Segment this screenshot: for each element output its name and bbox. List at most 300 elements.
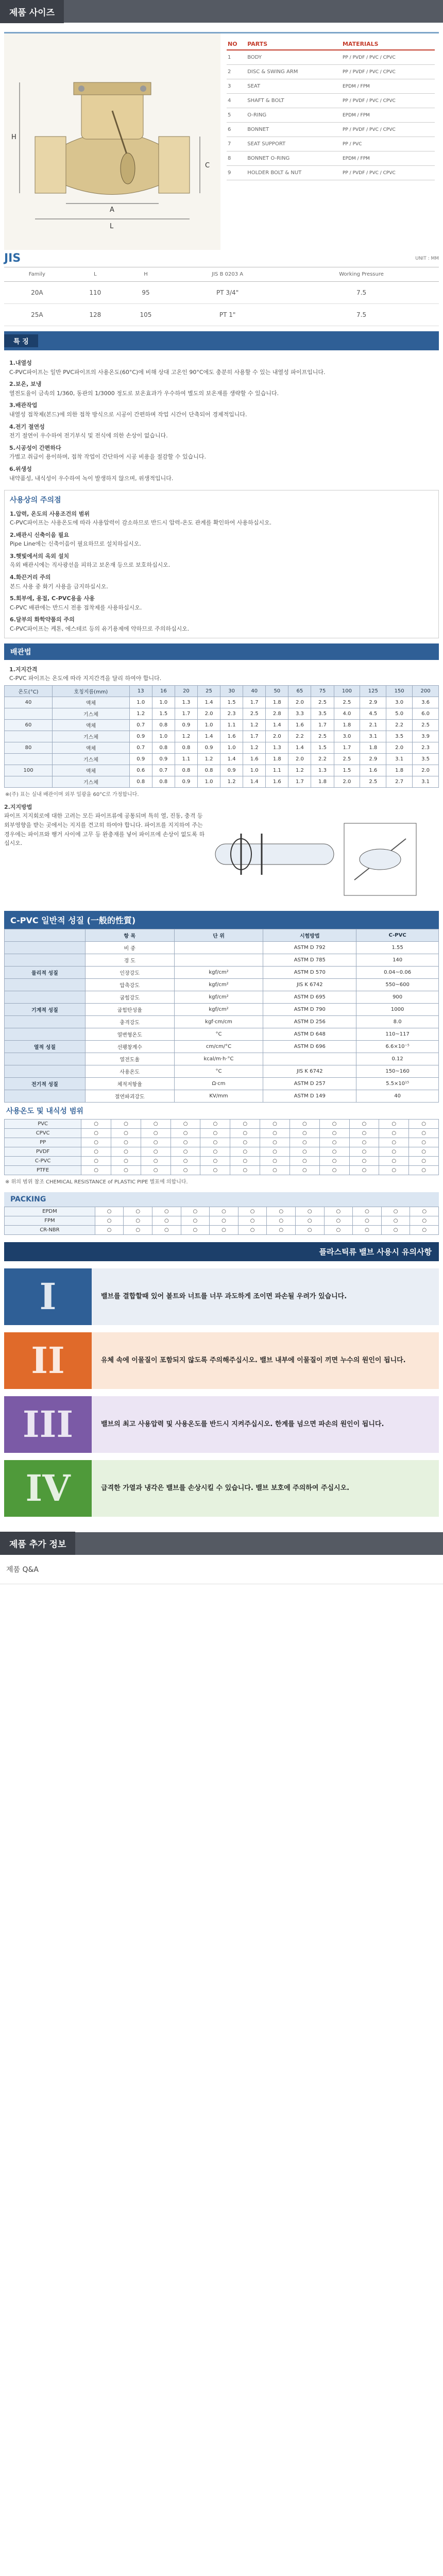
support-text: 파이프 지지회로에 대한 고려는 모든 파이프류에 공통되며 특히 열, 진동, 충격 등 외부영향을 받는 곳에서는 지지를 견고히 하여야 합니다. 파이프를 지지하여 주는 경우에는 파이프와 행거 사이에 고무 등 완충재를 넣어 파이프에 손상이 없도록 하십시오. xyxy=(4,812,205,847)
table-header-cell: 20 xyxy=(175,685,197,697)
table-cell: 0.6 xyxy=(129,765,152,776)
table-cell: ○ xyxy=(409,1165,439,1175)
table-cell: ASTM D 570 xyxy=(263,966,356,978)
table-cell: ○ xyxy=(200,1147,230,1156)
table-cell: 1.0 xyxy=(129,697,152,708)
table-cell: 액체 xyxy=(53,697,130,708)
table-header-cell: 40 xyxy=(243,685,266,697)
table-cell: ○ xyxy=(379,1156,409,1165)
table-cell: ○ xyxy=(171,1119,200,1128)
table-row xyxy=(5,1040,439,1053)
table-row xyxy=(5,1225,439,1234)
table-cell: ○ xyxy=(141,1156,171,1165)
warning-item: II 유체 속에 이물질이 포함되지 않도록 주의해주십시오. 밸브 내부에 이물질이 끼면 누수의 원인이 됩니다. xyxy=(4,1332,439,1389)
table-cell: ○ xyxy=(238,1225,267,1234)
table-cell: 1.7 xyxy=(334,742,360,753)
table-cell: 110~117 xyxy=(356,1028,439,1040)
table-header-cell: 75 xyxy=(311,685,334,697)
table-cell: 1.1 xyxy=(175,753,197,765)
table-cell: ○ xyxy=(295,1225,324,1234)
piping-section xyxy=(4,643,439,906)
table-cell: ○ xyxy=(210,1207,238,1216)
list-item: 3.배관작업 내열성 접착제(본드)에 의한 접착 방식으로 시공이 간편하며 작업 시간이 단축되어 경제적입니다. xyxy=(9,402,247,418)
table-cell: ○ xyxy=(319,1128,349,1138)
table-cell: 2.5 xyxy=(334,753,360,765)
table-cell xyxy=(5,776,53,787)
table-row xyxy=(5,1003,439,1015)
table-cell: ○ xyxy=(381,1216,410,1225)
table-cell xyxy=(5,1090,86,1102)
table-row xyxy=(5,1165,439,1175)
table-cell: Ω·cm xyxy=(174,1077,263,1090)
table-cell: 3.9 xyxy=(413,731,439,742)
table-cell: ○ xyxy=(324,1207,353,1216)
table-cell: 2.5 xyxy=(311,731,334,742)
parts-rows xyxy=(227,50,435,180)
table-cell: ○ xyxy=(141,1165,171,1175)
table-cell: ○ xyxy=(141,1147,171,1156)
table-cell: 8.0 xyxy=(356,1015,439,1028)
table-cell: 1.6 xyxy=(360,765,386,776)
table-cell: JIS K 6742 xyxy=(263,978,356,991)
table-cell: ○ xyxy=(319,1138,349,1147)
table-row xyxy=(5,1077,439,1090)
table-cell: ○ xyxy=(381,1225,410,1234)
table-cell: ○ xyxy=(81,1147,111,1156)
table-cell: ○ xyxy=(289,1165,319,1175)
table-cell: 1.7 xyxy=(175,708,197,719)
support-interval-rows xyxy=(5,697,439,787)
table-cell: 3.0 xyxy=(386,697,413,708)
table-cell: ○ xyxy=(171,1147,200,1156)
table-cell: 1.5 xyxy=(311,742,334,753)
table-header-row: 항 목 단 위 시험방법 C-PVC xyxy=(5,929,439,941)
table-cell: 1.0 xyxy=(152,731,175,742)
table-cell: ○ xyxy=(124,1207,152,1216)
table-cell: ○ xyxy=(111,1165,141,1175)
support-interval-table xyxy=(4,685,439,788)
table-row xyxy=(5,1156,439,1165)
table-header-cell: 150 xyxy=(386,685,413,697)
table-cell xyxy=(5,1053,86,1065)
dim-a-label: A xyxy=(110,206,114,214)
table-cell: ○ xyxy=(260,1156,290,1165)
table-cell: 열전도율 xyxy=(85,1053,174,1065)
table-cell: 1.0 xyxy=(243,765,266,776)
table-row xyxy=(5,708,439,719)
extra-info-title: 제품 추가 정보 xyxy=(0,1532,75,1555)
table-cell: 4.5 xyxy=(360,708,386,719)
table-cell: 3.5 xyxy=(386,731,413,742)
table-cell: 2.1 xyxy=(360,719,386,731)
table-cell: °C xyxy=(174,1028,263,1040)
table-row xyxy=(5,978,439,991)
table-cell: ○ xyxy=(124,1225,152,1234)
table-cell: ASTM D 792 xyxy=(263,941,356,954)
table-cell: 1.6 xyxy=(288,719,311,731)
table-cell: 1.8 xyxy=(311,776,334,787)
table-cell: ○ xyxy=(381,1207,410,1216)
support-sub: 2.지지방법 xyxy=(4,803,32,810)
table-header-cell: 65 xyxy=(288,685,311,697)
table-cell xyxy=(263,1053,356,1065)
table-cell: ○ xyxy=(81,1138,111,1147)
table-cell: 1.4 xyxy=(243,776,266,787)
dim-col-a: JIS B 0203 A xyxy=(171,267,284,282)
table-cell: 0.8 xyxy=(152,776,175,787)
table-cell: ○ xyxy=(111,1128,141,1138)
table-cell: ○ xyxy=(409,1119,439,1128)
table-row xyxy=(5,1207,439,1216)
product-size-header xyxy=(0,0,443,23)
table-cell: 1.7 xyxy=(243,697,266,708)
table-cell: ○ xyxy=(210,1216,238,1225)
table-cell: ○ xyxy=(410,1216,439,1225)
table-cell: 굽힘탄성율 xyxy=(85,1003,174,1015)
table-cell: ○ xyxy=(111,1119,141,1128)
warnings-title: 플라스틱류 밸브 사용시 유의사항 xyxy=(4,1242,439,1261)
table-cell: KV/mm xyxy=(174,1090,263,1102)
table-cell: 0.9 xyxy=(175,776,197,787)
table-cell: ○ xyxy=(171,1156,200,1165)
table-cell: ASTM D 256 xyxy=(263,1015,356,1028)
table-cell xyxy=(5,991,86,1003)
table-cell: 4.0 xyxy=(334,708,360,719)
table-cell: PVDF xyxy=(5,1147,81,1156)
table-header-row xyxy=(5,685,439,697)
table-cell: 1.2 xyxy=(175,731,197,742)
table-cell: 1.3 xyxy=(266,742,288,753)
dim-col-l: L xyxy=(70,267,121,282)
table-cell: 액체 xyxy=(53,765,130,776)
table-cell: ○ xyxy=(124,1216,152,1225)
table-row xyxy=(5,1053,439,1065)
warning-item: III 밸브의 최고 사용압력 및 사용온도를 반드시 지켜주십시오. 한계를 넘으면 파손의 원인이 됩니다. xyxy=(4,1396,439,1453)
table-cell: 1.3 xyxy=(175,697,197,708)
table-header-cell: 13 xyxy=(129,685,152,697)
table-row xyxy=(5,941,439,954)
diagram-area xyxy=(4,33,439,250)
table-row: 8 BONNET O-RING EPDM / FPM xyxy=(227,151,435,166)
table-cell: 0.12 xyxy=(356,1053,439,1065)
table-cell: 5.5×10¹⁵ xyxy=(356,1077,439,1090)
table-row: 25A 128 105 PT 1" 7.5 xyxy=(4,304,439,326)
table-cell: ○ xyxy=(200,1156,230,1165)
table-cell xyxy=(5,731,53,742)
table-cell: ○ xyxy=(295,1216,324,1225)
table-cell: 3.6 xyxy=(413,697,439,708)
table-cell: 기스체 xyxy=(53,731,130,742)
table-cell: ○ xyxy=(289,1119,319,1128)
table-cell: ○ xyxy=(152,1225,181,1234)
table-cell: ○ xyxy=(81,1119,111,1128)
table-cell: 2.0 xyxy=(197,708,220,719)
pipe-support-drawing xyxy=(210,803,427,906)
table-cell xyxy=(5,708,53,719)
table-cell: ○ xyxy=(349,1156,379,1165)
table-cell: 100 xyxy=(5,765,53,776)
table-cell: 3.1 xyxy=(386,753,413,765)
table-row xyxy=(5,731,439,742)
dim-col-family: Family xyxy=(4,267,70,282)
table-cell: kgf·cm/cm xyxy=(174,1015,263,1028)
table-cell: ○ xyxy=(95,1216,124,1225)
table-cell: 0.9 xyxy=(175,719,197,731)
table-cell: ○ xyxy=(238,1216,267,1225)
table-cell: ○ xyxy=(267,1225,296,1234)
table-cell xyxy=(5,1015,86,1028)
qa-link[interactable]: 제품 Q&A xyxy=(0,1555,443,1584)
table-cell: 1.7 xyxy=(243,731,266,742)
packing-title: PACKING xyxy=(4,1192,439,1207)
table-cell xyxy=(174,954,263,966)
table-cell: 60 xyxy=(5,719,53,731)
piping-note: ※(주) 표는 실내 배관이며 외부 일광을 60°C로 가정합니다. xyxy=(5,791,139,798)
table-cell: ○ xyxy=(353,1216,382,1225)
table-row xyxy=(5,1147,439,1156)
parts-table xyxy=(220,33,439,250)
table-row: 3 SEAT EPDM / FPM xyxy=(227,79,435,94)
table-cell xyxy=(5,1065,86,1077)
table-cell: 1.1 xyxy=(266,765,288,776)
table-cell: ○ xyxy=(409,1138,439,1147)
dim-h-label: H xyxy=(11,133,16,141)
table-header-cell: 온도(°C) xyxy=(5,685,53,697)
table-cell: ○ xyxy=(181,1207,210,1216)
table-cell: ○ xyxy=(81,1165,111,1175)
table-row: 1 BODY PP / PVDF / PVC / CPVC xyxy=(227,50,435,65)
table-cell: ASTM D 695 xyxy=(263,991,356,1003)
warning-item: IV 급격한 가열과 냉각은 밸브를 손상시킬 수 있습니다. 밸브 보호에 주의하여 주십시오. xyxy=(4,1460,439,1517)
table-cell: ○ xyxy=(238,1207,267,1216)
table-cell: 0.9 xyxy=(152,753,175,765)
table-row: 6 BONNET PP / PVDF / PVC / CPVC xyxy=(227,123,435,137)
table-header-cell: 호칭지름(mm) xyxy=(53,685,130,697)
list-item: 4.전기 절연성 전기 절연이 우수하여 전기부식 및 전식에 의한 손상이 없습니다. xyxy=(9,423,168,439)
table-cell: 6.6×10⁻⁵ xyxy=(356,1040,439,1053)
parts-col-parts: PARTS xyxy=(246,39,342,50)
table-cell: ○ xyxy=(410,1225,439,1234)
table-cell: ○ xyxy=(111,1138,141,1147)
list-item: 1.내열성 C-PVC파이프는 일반 PVC파이프의 사용온도(60°C)에 비해 상대 고온인 90°C에도 충분히 사용할 수 있는 내열성 파이프입니다. xyxy=(9,360,326,376)
table-header-cell: 25 xyxy=(197,685,220,697)
table-cell xyxy=(5,954,86,966)
properties-title: C-PVC 일반적 성질 (一般的性質) xyxy=(4,911,439,929)
piping-intro: C-PVC 파이프는 온도에 따라 지지간격을 달리 하여야 합니다. xyxy=(9,675,162,682)
table-cell: 0.7 xyxy=(129,742,152,753)
table-cell: 0.8 xyxy=(152,719,175,731)
valve-diagram xyxy=(4,33,220,250)
table-cell xyxy=(174,941,263,954)
unit-label: UNIT : MM xyxy=(415,256,439,261)
table-cell: ○ xyxy=(171,1128,200,1138)
table-row xyxy=(5,966,439,978)
table-cell: kgf/cm² xyxy=(174,991,263,1003)
table-cell: 2.5 xyxy=(334,697,360,708)
table-cell: 0.9 xyxy=(129,753,152,765)
table-cell: 1.2 xyxy=(197,753,220,765)
table-cell: 2.0 xyxy=(334,776,360,787)
table-row: 5 O-RING EPDM / FPM xyxy=(227,108,435,123)
table-cell: 0.7 xyxy=(152,765,175,776)
table-cell: ○ xyxy=(181,1216,210,1225)
table-cell: 3.5 xyxy=(311,708,334,719)
table-cell: 150~160 xyxy=(356,1065,439,1077)
table-row xyxy=(5,719,439,731)
table-cell: PVC xyxy=(5,1119,81,1128)
table-cell: ○ xyxy=(379,1147,409,1156)
dim-col-wp: Working Pressure xyxy=(284,267,439,282)
table-cell: 선팽창계수 xyxy=(85,1040,174,1053)
jis-dimension-table xyxy=(4,267,439,326)
table-cell: 액체 xyxy=(53,742,130,753)
table-cell: 2.9 xyxy=(360,697,386,708)
list-item: 6.위생성 내약품성, 내식성이 우수하여 녹이 발생하지 않으며, 위생적입니다. xyxy=(9,465,174,482)
list-item: 2.보온, 보냉 열전도율이 금속의 1/360, 동관의 1/3000 정도로 보온효과가 우수하여 별도의 보온재를 생략할 수 있습니다. xyxy=(9,381,279,397)
table-cell: 3.1 xyxy=(413,776,439,787)
table-cell: ○ xyxy=(409,1156,439,1165)
table-cell: 1.5 xyxy=(152,708,175,719)
table-cell: 1.2 xyxy=(243,742,266,753)
table-cell: 1.0 xyxy=(197,719,220,731)
chem-title: 사용온도 및 내식성 범위 xyxy=(6,1107,83,1115)
table-cell: ○ xyxy=(349,1165,379,1175)
table-header-cell: 125 xyxy=(360,685,386,697)
table-cell: 1.4 xyxy=(288,742,311,753)
table-row xyxy=(5,1128,439,1138)
table-cell: 1.5 xyxy=(334,765,360,776)
table-cell: 1.2 xyxy=(129,708,152,719)
properties-section xyxy=(4,911,439,1235)
table-cell: 충격강도 xyxy=(85,1015,174,1028)
table-cell: 사용온도 xyxy=(85,1065,174,1077)
table-cell: 2.0 xyxy=(288,753,311,765)
table-cell: 2.7 xyxy=(386,776,413,787)
warnings-section xyxy=(4,1242,439,1517)
table-cell: ○ xyxy=(319,1147,349,1156)
parts-col-materials: MATERIALS xyxy=(342,39,435,50)
table-cell: ○ xyxy=(141,1128,171,1138)
table-cell: 1.6 xyxy=(220,731,243,742)
table-cell: 0.04~0.06 xyxy=(356,966,439,978)
table-cell: ○ xyxy=(230,1147,260,1156)
table-cell: 기스체 xyxy=(53,708,130,719)
table-header-cell: 16 xyxy=(152,685,175,697)
table-cell: 인장강도 xyxy=(85,966,174,978)
table-cell: 1.0 xyxy=(220,742,243,753)
table-row xyxy=(5,1015,439,1028)
table-cell: ○ xyxy=(324,1225,353,1234)
table-cell: ○ xyxy=(409,1128,439,1138)
table-cell: 1.4 xyxy=(197,731,220,742)
table-cell: °C xyxy=(174,1065,263,1077)
table-cell: CR-NBR xyxy=(5,1225,95,1234)
table-cell: 140 xyxy=(356,954,439,966)
list-item: 5.회부에, 용접, C-PVC용을 사용 C-PVC 배관에는 반드시 전용 접착제를 사용하십시오. xyxy=(10,595,142,611)
table-cell: ○ xyxy=(95,1207,124,1216)
table-cell: ○ xyxy=(289,1128,319,1138)
table-cell: 1000 xyxy=(356,1003,439,1015)
table-cell: 5.0 xyxy=(386,708,413,719)
extra-info-header xyxy=(0,1532,443,1555)
jis-row xyxy=(4,252,439,265)
table-cell: 비 중 xyxy=(85,941,174,954)
table-cell: ○ xyxy=(319,1156,349,1165)
table-row xyxy=(5,1216,439,1225)
table-cell: 열적 성질 xyxy=(5,1040,86,1053)
table-cell: 압축강도 xyxy=(85,978,174,991)
table-cell: 1.5 xyxy=(220,697,243,708)
table-cell: ○ xyxy=(141,1138,171,1147)
table-row xyxy=(5,776,439,787)
table-row xyxy=(5,753,439,765)
table-cell: 1.8 xyxy=(360,742,386,753)
table-cell: 1.0 xyxy=(197,776,220,787)
jis-label: JIS xyxy=(4,252,21,265)
table-cell: ○ xyxy=(267,1216,296,1225)
table-row xyxy=(5,1119,439,1128)
table-cell: ○ xyxy=(260,1165,290,1175)
list-item: 3.햇빛에서의 옥외 설치 옥외 배관시에는 직사광선을 피하고 보온재 등으로 보호하십시오. xyxy=(10,552,171,569)
table-cell: ○ xyxy=(260,1128,290,1138)
table-cell: ASTM D 648 xyxy=(263,1028,356,1040)
list-item: 1.압력, 온도의 사용조건의 범위 C-PVC파이프는 사용온도에 따라 사용압력이 감소하므로 반드시 압력-온도 관계를 확인하여 사용하십시오. xyxy=(10,510,272,527)
table-row xyxy=(5,1138,439,1147)
table-cell: kgf/cm² xyxy=(174,978,263,991)
table-cell: C-PVC xyxy=(5,1156,81,1165)
table-cell: 2.5 xyxy=(311,697,334,708)
table-cell: ASTM D 696 xyxy=(263,1040,356,1053)
table-cell: 1.0 xyxy=(152,697,175,708)
table-row xyxy=(5,765,439,776)
table-row: 4 SHAFT & BOLT PP / PVDF / PVC / CPVC xyxy=(227,94,435,108)
table-cell: 3.1 xyxy=(360,731,386,742)
table-cell: 1.8 xyxy=(334,719,360,731)
table-row xyxy=(5,991,439,1003)
table-cell: 2.3 xyxy=(413,742,439,753)
table-cell: 0.9 xyxy=(197,742,220,753)
parts-col-no: NO xyxy=(227,39,246,50)
table-cell: 550~600 xyxy=(356,978,439,991)
table-cell: ○ xyxy=(267,1207,296,1216)
table-cell: 1.6 xyxy=(266,776,288,787)
table-cell: PTFE xyxy=(5,1165,81,1175)
table-cell: 절연파괴강도 xyxy=(85,1090,174,1102)
table-cell: ○ xyxy=(289,1147,319,1156)
table-cell: 2.0 xyxy=(266,731,288,742)
table-cell: 1.4 xyxy=(266,719,288,731)
properties-table xyxy=(4,929,439,1103)
table-cell: ○ xyxy=(171,1165,200,1175)
table-cell: 2.8 xyxy=(266,708,288,719)
table-cell: ○ xyxy=(111,1156,141,1165)
table-cell: 1.55 xyxy=(356,941,439,954)
table-cell: 40 xyxy=(5,697,53,708)
table-cell: ○ xyxy=(353,1207,382,1216)
table-row xyxy=(5,697,439,708)
table-cell: 2.3 xyxy=(220,708,243,719)
table-cell: ○ xyxy=(379,1128,409,1138)
table-cell: ○ xyxy=(152,1207,181,1216)
table-cell: 1.3 xyxy=(311,765,334,776)
table-cell: ASTM D 257 xyxy=(263,1077,356,1090)
table-cell: 1.7 xyxy=(288,776,311,787)
table-cell: 2.5 xyxy=(360,776,386,787)
table-cell: ○ xyxy=(230,1156,260,1165)
table-cell: 기스체 xyxy=(53,753,130,765)
caution-title: 사용상의 주의점 xyxy=(10,496,61,505)
table-row: 9 HOLDER BOLT & NUT PP / PVDF / PVC / CPVC xyxy=(227,166,435,180)
